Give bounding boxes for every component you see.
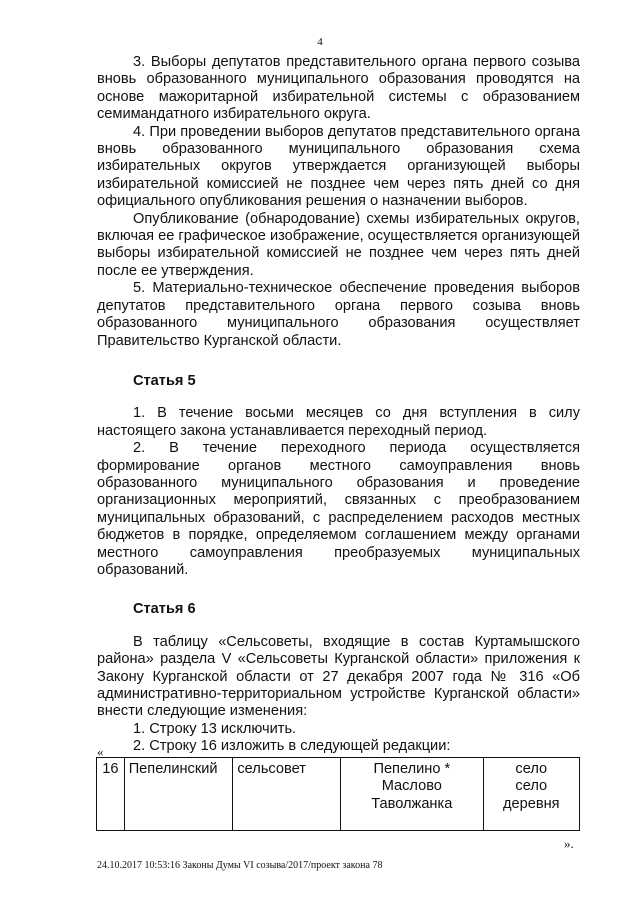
- document-body: [97, 54, 580, 756]
- settlement-name: Пепелино *: [373, 761, 451, 777]
- amendment-table: [96, 757, 580, 831]
- table-row: [97, 758, 580, 831]
- settlement-type: село: [515, 778, 548, 795]
- paragraph: 3. Выборы депутатов представительного органа первого созыва вновь образованного муниципального образования проводятся на основе мажоритарной избирательной системы с образованием семимандатного избирательного округа.: [97, 54, 580, 123]
- article-5-heading: Статья 5: [133, 372, 196, 389]
- paragraph: 4. При проведении выборов депутатов представительного органа вновь образованного муниципального образования схема избирательных округов утверждается организующей выборы избирательной комиссией не позднее чем через пять дней со дня официального опубликования решения о назначении выборов.: [97, 123, 580, 210]
- settlement-types-cell: [483, 758, 579, 831]
- page-number: 4: [317, 36, 323, 48]
- settlement-type: деревня: [502, 795, 560, 812]
- settlement-name: Маслово: [381, 778, 442, 795]
- paragraph: 1. Строку 13 исключить.: [133, 720, 297, 737]
- paragraph: 1. В течение восьми месяцев со дня вступления в силу настоящего закона устанавливается переходный период.: [97, 405, 580, 439]
- selsovet-name-cell: Пепелинский: [124, 758, 233, 831]
- row-number-cell: 16: [97, 758, 125, 831]
- paragraph: 2. В течение переходного периода осуществляется формирование органов местного самоуправления вновь образованного муниципального образования и проведение организационных мероприятий, связанных с преобразованием муниципальных образований, с распределением расходов местных бюджетов в порядке, определяемом соглашением между органами местного самоуправления преобразуемых муниципальных образований.: [97, 440, 580, 578]
- settlements-cell: [341, 758, 484, 831]
- footer-file-path: 24.10.2017 10:53:16 Законы Думы VI созыва/2017/проект закона 78: [97, 860, 383, 871]
- paragraph: В таблицу «Сельсоветы, входящие в состав Куртамышского района» раздела V «Сельсоветы Курганской области» приложения к Закону Курганской области от 27 декабря 2007 года № 316 «Об административно-территориальном устройстве Курганской области» внести следующие изменения:: [97, 633, 580, 720]
- settlement-name: Таволжанка: [371, 795, 453, 812]
- open-quote: «: [97, 744, 104, 759]
- article-6-heading: Статья 6: [133, 601, 196, 618]
- settlement-type: село: [515, 761, 548, 777]
- paragraph: Опубликование (обнародование) схемы избирательных округов, включая ее графическое изображение, осуществляется организующей выборы избирательной комиссией не позднее чем через пять дней после ее утверждения.: [97, 210, 581, 279]
- close-quote: ».: [564, 836, 574, 851]
- paragraph: 2. Строку 16 изложить в следующей редакции:: [133, 738, 451, 755]
- paragraph: 5. Материально-техническое обеспечение проведения выборов депутатов представительного органа первого созыва вновь образованного муниципального образования осуществляет Правительство Курганской области.: [97, 280, 580, 349]
- unit-type-cell: сельсовет: [233, 758, 341, 831]
